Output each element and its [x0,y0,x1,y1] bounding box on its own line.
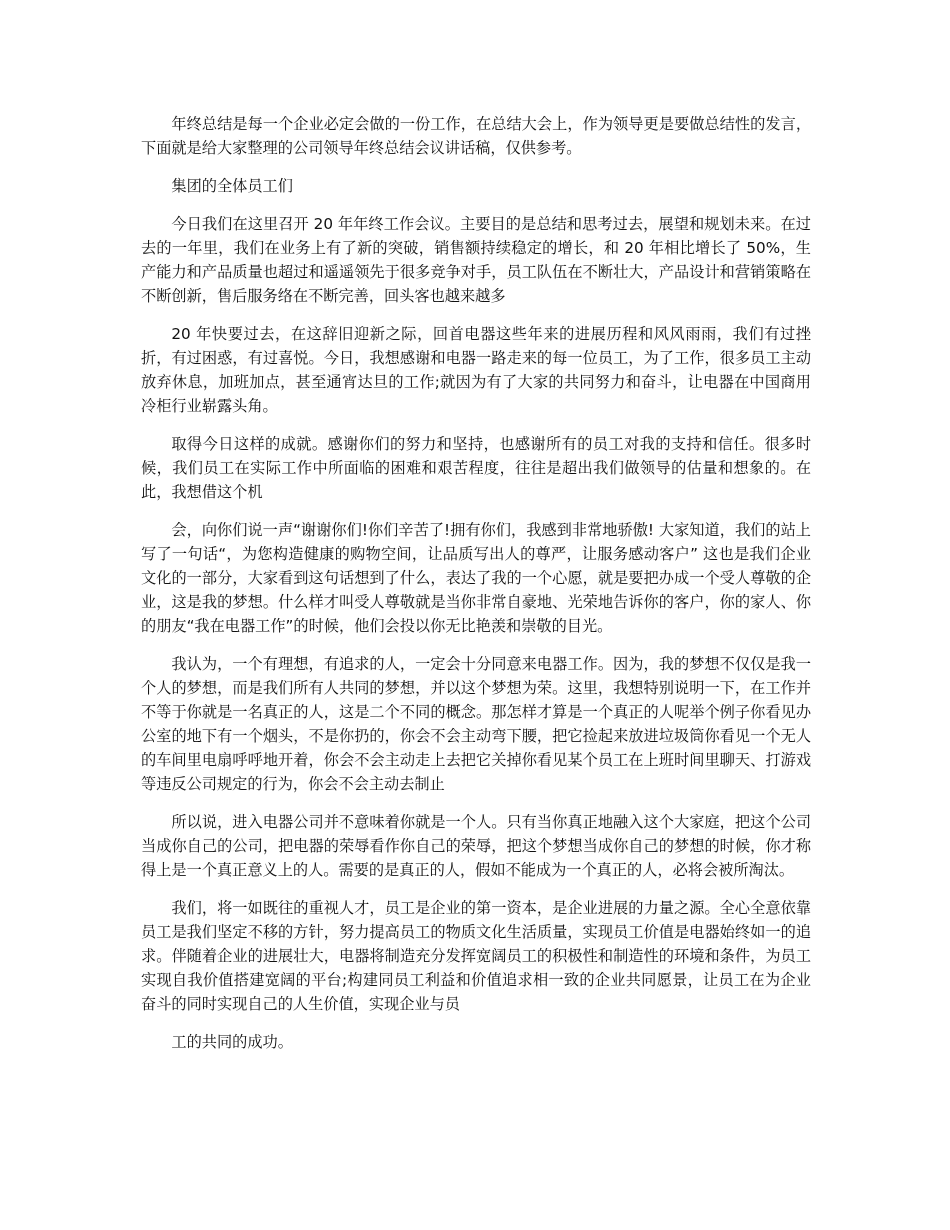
body-paragraph: 会，向你们说一声“谢谢你们!你们辛苦了!拥有你们，我感到非常地骄傲! 大家知道，我们的站上写了一句话“，为您构造健康的购物空间，让品质写出人的尊严，让服务感动客户” 这也是我们企业文化的一部分，大家看到这句话想到了什么，表达了我的一个心愿，就是要把办成一个受人尊敬的企业，这是我的梦想。什么样才叫受人尊敬就是当你非常自豪地、光荣地告诉你的客户，你的家人、你的朋友“我在电器工作”的时候，他们会投以你无比艳羡和崇敬的目光。 [141,521,811,635]
body-paragraph: 取得今日这样的成就。感谢你们的努力和坚持，也感谢所有的员工对我的支持和信任。很多时候，我们员工在实际工作中所面临的困难和艰苦程度，往往是超出我们做领导的估量和想象的。在此，我想借这个机 [141,435,811,501]
document-body [141,112,811,1068]
body-paragraph: 所以说，进入电器公司并不意味着你就是一个人。只有当你真正地融入这个大家庭，把这个公司当成你自己的公司，把电器的荣辱看作你自己的荣辱，把这个梦想当成你自己的梦想的时候，你才称得上是一个真正意义上的人。需要的是真正的人，假如不能成为一个真正的人，必将会被所淘汰。 [141,813,811,879]
intro-paragraph: 年终总结是每一个企业必定会做的一份工作，在总结大会上，作为领导更是要做总结性的发言，下面就是给大家整理的公司领导年终总结会议讲话稿，仅供参考。 [141,115,811,157]
closing-paragraph: 工的共同的成功。 [171,1033,293,1051]
body-paragraph: 20 年快要过去，在这辞旧迎新之际，回首电器这些年来的进展历程和风风雨雨，我们有过挫折，有过困惑，有过喜悦。今日，我想感谢和电器一路走来的每一位员工，为了工作，很多员工主动放弃休息，加班加点，甚至通宵达旦的工作;就因为有了大家的共同努力和奋斗，让电器在中国商用冷柜行业崭露头角。 [141,325,811,415]
body-paragraph: 我们，将一如既往的重视人才，员工是企业的第一资本，是企业进展的力量之源。全心全意依靠员工是我们坚定不移的方针，努力提高员工的物质文化生活质量，实现员工价值是电器始终如一的追求。伴随着企业的进展壮大，电器将制造充分发挥宽阔员工的积极性和制造性的环境和条件，为员工实现自我价值搭建宽阔的平台;构建同员工利益和价值追求相一致的企业共同愿景，让员工在为企业奋斗的同时实现自己的人生价值，实现企业与员 [141,899,811,1013]
body-paragraph: 我认为，一个有理想，有追求的人，一定会十分同意来电器工作。因为，我的梦想不仅仅是我一个人的梦想，而是我们所有人共同的梦想，并以这个梦想为荣。这里，我想特别说明一下，在工作并不等于你就是一名真正的人，这是二个不同的概念。那怎样才算是一个真正的人呢举个例子你看见办公室的地下有一个烟头，不是你扔的，你会不会主动弯下腰，把它捡起来放进垃圾筒你看见一个无人的车间里电扇呼呼地开着，你会不会主动走上去把它关掉你看见某个员工在上班时间里聊天、打游戏等违反公司规定的行为，你会不会主动去制止 [141,655,811,793]
salutation: 集团的全体员工们 [171,177,293,195]
body-paragraph: 今日我们在这里召开 20 年年终工作会议。主要目的是总结和思考过去，展望和规划未来。在过去的一年里，我们在业务上有了新的突破，销售额持续稳定的增长，和 20 年相比增长了 50%，生产能力和产品质量也超过和遥遥领先于很多竞争对手，员工队伍在不断壮大，产品设计和营销策略在不断创新，售后服务络在不断完善，回头客也越来越多 [141,215,811,305]
